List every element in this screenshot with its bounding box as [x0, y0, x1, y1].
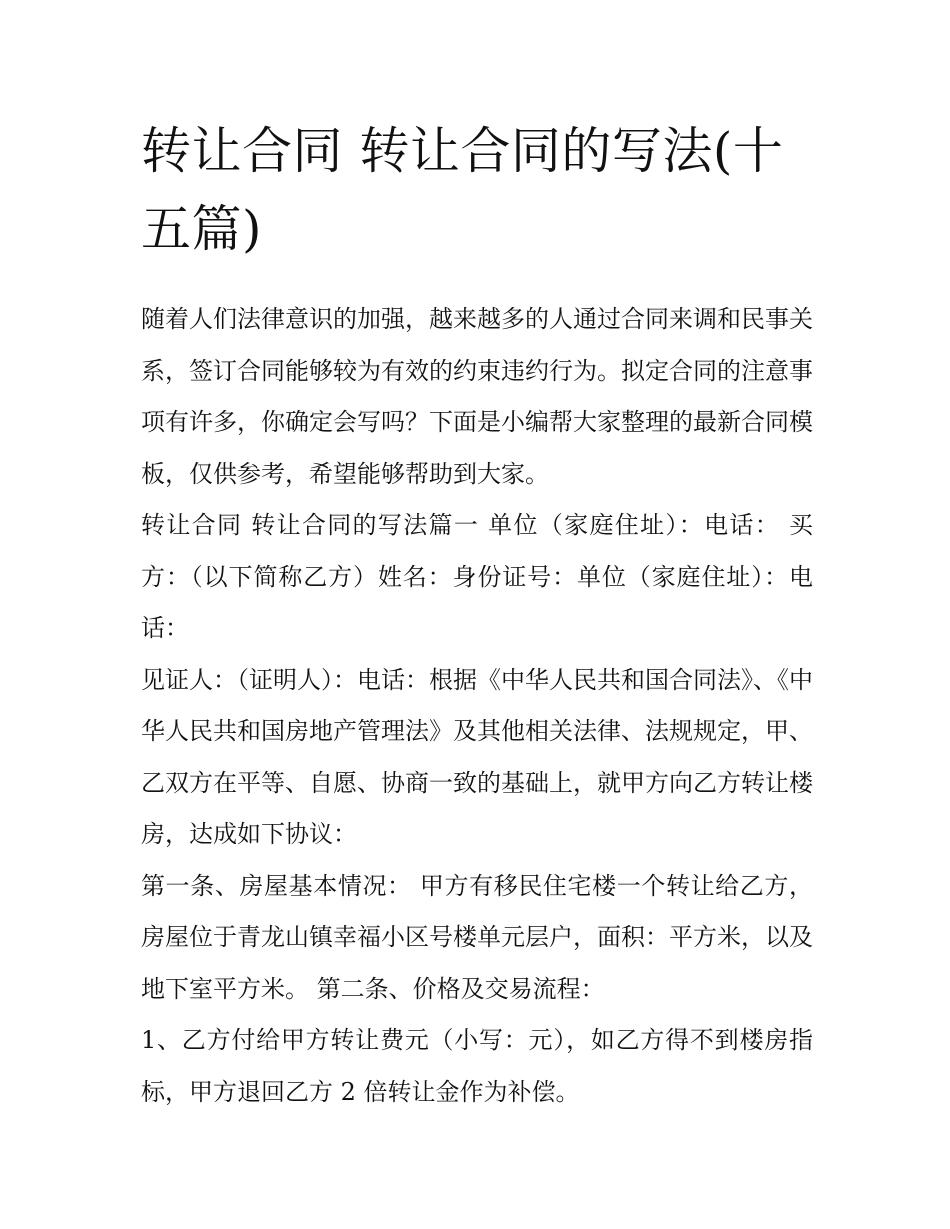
document-page [141, 112, 813, 1118]
article-one-paragraph: 第一条、房屋基本情况： 甲方有移民住宅楼一个转让给乙方，房屋位于青龙山镇幸福小区号楼单元层户，面积：平方米，以及地下室平方米。 第二条、价格及交易流程： [141, 871, 813, 1003]
intro-paragraph: 随着人们法律意识的加强，越来越多的人通过合同来调和民事关系，签订合同能够较为有效的约束违约行为。拟定合同的注意事项有许多，你确定会写吗？下面是小编帮大家整理的最新合同模板，仅供参考，希望能够帮助到大家。 [141, 305, 813, 488]
payment-clause-paragraph: 1、乙方付给甲方转让费元（小写：元），如乙方得不到楼房指标，甲方退回乙方 2 倍转让金作为补偿。 [141, 1026, 813, 1106]
witness-paragraph: 见证人：（证明人）：电话：根据《中华人民共和国合同法》、《中华人民共和国房地产管理法》及其他相关法律、法规规定，甲、乙双方在平等、自愿、协商一致的基础上，就甲方向乙方转让楼房，达成如下协议： [141, 665, 813, 848]
document-title: 转让合同 转让合同的写法(十五篇) [141, 122, 784, 258]
parties-paragraph: 转让合同 转让合同的写法篇一 单位（家庭住址）：电话： 买方：（以下简称乙方）姓名：身份证号：单位（家庭住址）：电话： [141, 511, 813, 642]
document-body [141, 294, 813, 1118]
